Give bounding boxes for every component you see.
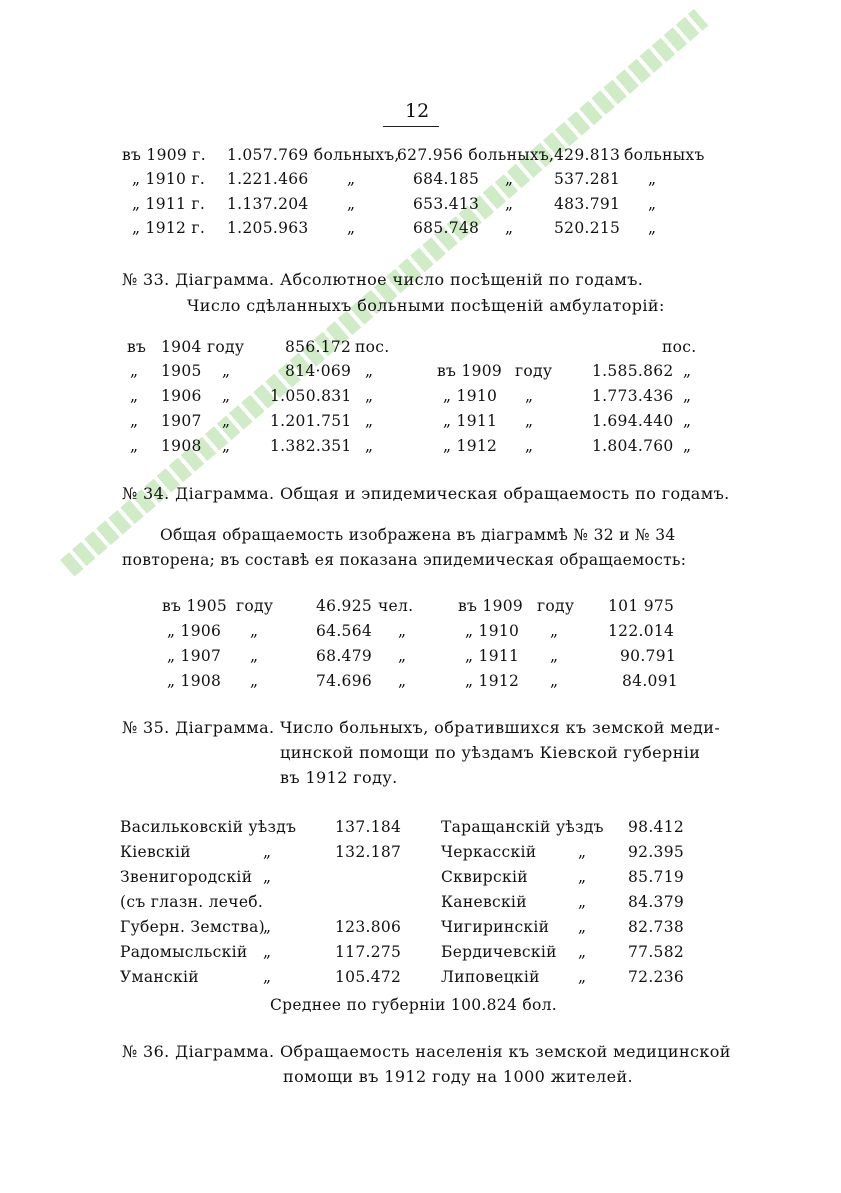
d33-left-4-unit: „ [365, 412, 374, 430]
d35-left-6-ditto: „ [263, 943, 272, 961]
top-row-4-col1: 1.205.963 [227, 219, 309, 237]
top-row-3-col3: 483.791 [554, 195, 621, 213]
d33-right-2-value: 1.773.436 [592, 387, 674, 405]
d35-left-1-value: 137.184 [335, 818, 402, 836]
top-row-4-ditto1: „ [347, 219, 356, 237]
d34-left-4-unit: „ [398, 672, 407, 690]
d34-left-1-value: 46.925 [316, 597, 373, 615]
d34-right-1-year: въ 1909 [458, 597, 524, 615]
top-row-2-year: „ 1910 г. [132, 170, 206, 188]
d35-right-4-name: Каневскій [441, 893, 527, 911]
d34-left-3-value: 68.479 [316, 647, 373, 665]
d33-left-5-word: „ [222, 437, 231, 455]
d35-left-7-ditto: „ [263, 968, 272, 986]
d34-left-2-year: „ 1906 [167, 622, 222, 640]
d35-title-line1: № 35. Діаграмма. Число больныхъ, обратившихся къ земской меди- [122, 718, 721, 737]
d35-left-6-value: 117.275 [335, 943, 402, 961]
d36-title-line1: № 36. Діаграмма. Обращаемость населенія къ земской медицинской [122, 1042, 731, 1061]
d36-title-line2: помощи въ 1912 году на 1000 жителей. [283, 1067, 634, 1086]
d34-para-line1: Общая обращаемость изображена въ діаграммѣ № 32 и № 34 [160, 526, 676, 544]
top-row-3-ditto2: „ [505, 195, 514, 213]
top-row-4-ditto2: „ [505, 219, 514, 237]
d33-left-3-unit: „ [365, 387, 374, 405]
d35-left-1-name: Васильковскій уѣздъ [120, 818, 297, 836]
d35-right-3-ditto: „ [578, 868, 587, 886]
top-row-3-ditto1: „ [347, 195, 356, 213]
d33-left-2-prefix: „ [130, 362, 139, 380]
d35-right-2-name: Черкасскій [441, 843, 537, 861]
d33-subtitle: Число сдѣланныхъ больными посѣщеній амбулаторій: [187, 296, 665, 315]
d34-right-3-word: „ [550, 647, 559, 665]
d33-right-4-ditto: „ [683, 437, 692, 455]
d33-right-2-word: „ [525, 387, 534, 405]
d33-left-3-prefix: „ [130, 387, 139, 405]
d34-right-1-word: году [537, 597, 575, 615]
d35-right-7-name: Липовецкій [441, 968, 540, 986]
d33-left-2-word: „ [222, 362, 231, 380]
d33-right-1-word: году [515, 362, 553, 380]
d35-right-3-name: Сквирскій [441, 868, 528, 886]
top-row-1-col2: 627.956 больныхъ, [397, 146, 555, 164]
d35-left-5-name: Губерн. Земства) [120, 918, 265, 936]
d35-right-1-name: Таращанскій [441, 818, 551, 836]
d33-left-3-year: 1906 [161, 387, 202, 405]
d33-left-2-unit: „ [365, 362, 374, 380]
d35-title-line2: цинской помощи по уѣздамъ Кіевской губерніи [280, 743, 701, 762]
d34-para-line2: повторена; въ составѣ ея показана эпидемическая обращаемость: [122, 551, 687, 569]
d35-average: Среднее по губерніи 100.824 бол. [270, 996, 557, 1014]
d35-left-7-value: 105.472 [335, 968, 402, 986]
d34-right-2-year: „ 1910 [465, 622, 520, 640]
top-row-2-col2: 684.185 [413, 170, 480, 188]
d34-right-3-value: 90.791 [620, 647, 677, 665]
d33-right-1-unit: пос. [662, 338, 697, 356]
d35-right-1-value: 98.412 [628, 818, 685, 836]
d34-title: № 34. Діаграмма. Общая и эпидемическая обращаемость по годамъ. [122, 484, 730, 503]
top-row-3-year: „ 1911 г. [132, 195, 206, 213]
d35-right-5-ditto: „ [578, 918, 587, 936]
d33-right-4-year: „ 1912 [443, 437, 498, 455]
top-row-4-col3: 520.215 [554, 219, 621, 237]
d35-left-6-name: Радомысльскій [120, 943, 248, 961]
d35-right-5-name: Чигиринскій [441, 918, 550, 936]
d35-right-6-value: 77.582 [628, 943, 685, 961]
d34-right-4-year: „ 1912 [465, 672, 520, 690]
d35-right-7-value: 72.236 [628, 968, 685, 986]
top-row-4-year: „ 1912 г. [132, 219, 206, 237]
d33-left-1-value: 856.172 [285, 338, 352, 356]
d33-right-1-ditto: „ [683, 362, 692, 380]
d35-right-5-value: 82.738 [628, 918, 685, 936]
d35-right-6-name: Бердичевскій [441, 943, 557, 961]
d35-right-4-value: 84.379 [628, 893, 685, 911]
page-number: 12 [405, 100, 430, 122]
top-row-1-col3: 429.813 [554, 146, 621, 164]
top-row-3-col2: 653.413 [413, 195, 480, 213]
top-row-1-year: въ 1909 г. [122, 146, 206, 164]
top-row-3-col1: 1.137.204 [227, 195, 309, 213]
d33-right-2-ditto: „ [683, 387, 692, 405]
d34-left-2-unit: „ [398, 622, 407, 640]
d35-left-7-name: Уманскій [120, 968, 199, 986]
d34-left-3-unit: „ [398, 647, 407, 665]
top-row-2-ditto3: „ [648, 170, 657, 188]
d34-left-3-word: „ [250, 647, 259, 665]
d33-left-3-value: 1.050.831 [270, 387, 352, 405]
d33-left-1-year: 1904 [161, 338, 202, 356]
d35-right-1-word: уѣздъ [556, 818, 604, 836]
d34-right-2-word: „ [550, 622, 559, 640]
d34-left-2-value: 64.564 [316, 622, 373, 640]
d34-right-4-value: 84.091 [622, 672, 679, 690]
d33-left-1-unit: пос. [355, 338, 390, 356]
d34-left-3-year: „ 1907 [167, 647, 222, 665]
d33-right-2-year: „ 1910 [443, 387, 498, 405]
d35-left-5-ditto: „ [263, 918, 272, 936]
d33-left-2-year: 1905 [161, 362, 202, 380]
d34-right-2-value: 122.014 [608, 622, 675, 640]
top-row-2-col1: 1.221.466 [227, 170, 309, 188]
d33-left-2-value: 814·069 [285, 362, 352, 380]
d34-left-4-year: „ 1908 [167, 672, 222, 690]
d35-left-2-name: Кіевскій [120, 843, 191, 861]
d35-left-2-ditto: „ [263, 843, 272, 861]
d33-left-1-word: году [207, 338, 245, 356]
d35-right-4-ditto: „ [578, 893, 587, 911]
top-row-2-ditto1: „ [347, 170, 356, 188]
top-row-2-ditto2: „ [505, 170, 514, 188]
d33-right-3-word: „ [525, 412, 534, 430]
d34-right-1-value: 101 975 [608, 597, 675, 615]
d33-left-4-value: 1.201.751 [270, 412, 352, 430]
d33-right-4-word: „ [525, 437, 534, 455]
top-row-3-ditto3: „ [648, 195, 657, 213]
d35-left-2-value: 132.187 [335, 843, 402, 861]
top-row-1-col1: 1.057.769 больныхъ, [227, 146, 400, 164]
d35-right-3-value: 85.719 [628, 868, 685, 886]
top-row-2-col3: 537.281 [554, 170, 621, 188]
d33-left-5-value: 1.382.351 [270, 437, 352, 455]
d35-left-3-name: Звенигородскій [120, 868, 253, 886]
d34-right-3-year: „ 1911 [465, 647, 520, 665]
d33-left-5-year: 1908 [161, 437, 202, 455]
d33-left-5-prefix: „ [130, 437, 139, 455]
d33-right-1-year: въ 1909 [437, 362, 503, 380]
d35-left-3-ditto: „ [263, 868, 272, 886]
d33-left-4-prefix: „ [130, 412, 139, 430]
d35-left-4-name: (съ глазн. лечеб. [120, 893, 264, 911]
d35-right-6-ditto: „ [578, 943, 587, 961]
d33-left-5-unit: „ [365, 437, 374, 455]
d33-right-4-value: 1.804.760 [592, 437, 674, 455]
d33-left-3-word: „ [222, 387, 231, 405]
d35-right-7-ditto: „ [578, 968, 587, 986]
d34-left-4-value: 74.696 [316, 672, 373, 690]
d35-title-line3: въ 1912 году. [280, 768, 398, 787]
d34-left-1-unit: чел. [378, 597, 414, 615]
d33-left-4-word: „ [222, 412, 231, 430]
page-number-rule [383, 126, 439, 127]
d33-left-4-year: 1907 [161, 412, 202, 430]
top-row-4-ditto3: „ [648, 219, 657, 237]
d33-right-3-year: „ 1911 [443, 412, 498, 430]
d34-left-4-word: „ [250, 672, 259, 690]
d33-title: № 33. Діаграмма. Абсолютное число посѣщеній по годамъ. [122, 270, 644, 289]
top-row-1-unit: больныхъ [624, 146, 705, 164]
d33-right-3-ditto: „ [683, 412, 692, 430]
d34-left-2-word: „ [250, 622, 259, 640]
d33-right-3-value: 1.694.440 [592, 412, 674, 430]
d34-left-1-word: году [236, 597, 274, 615]
d35-right-2-ditto: „ [578, 843, 587, 861]
d33-right-1-value: 1.585.862 [592, 362, 674, 380]
d34-left-1-year: въ 1905 [162, 597, 228, 615]
d33-left-1-prefix: въ [127, 338, 147, 356]
d35-right-2-value: 92.395 [628, 843, 685, 861]
top-row-4-col2: 685.748 [413, 219, 480, 237]
d35-left-5-value: 123.806 [335, 918, 402, 936]
d34-right-4-word: „ [550, 672, 559, 690]
